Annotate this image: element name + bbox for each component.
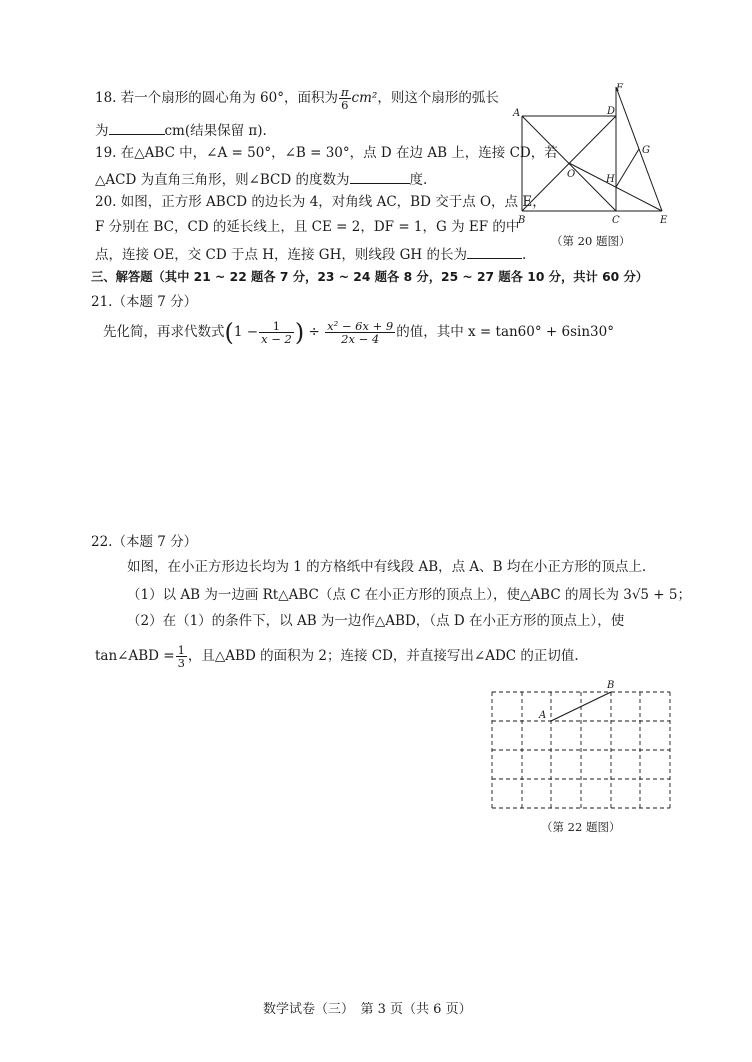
q18-line1: 18. 若一个扇形的圆心角为 60°，面积为 $\frac{\pi}{6}$ cm²，则这个扇形的弧长 [95,85,499,113]
q20-figure-caption: （第 20 题图） [551,234,631,248]
q20-label-f: F [616,83,623,94]
q19-answer-blank[interactable] [350,171,410,184]
q20-label-a: A [513,108,521,119]
q22-label-a: A [539,710,547,721]
q22-line2: （1）以 AB 为一边画 Rt△ABC（点 C 在小正方形的顶点上），使△ABC 的周长为 3√5 + 5； [127,587,691,603]
page-footer: 数学试卷（三） 第 3 页（共 6 页） [263,1002,472,1017]
q22-figure-caption: （第 22 题图） [541,820,621,834]
q19-line1: 19. 在△ABC 中，∠A = 50°，∠B = 30°，点 D 在边 AB 上，连接 CD，若 [95,145,558,161]
q22-line1: 如图，在小正方形边长均为 1 的方格纸中有线段 AB，点 A、B 均在小正方形的顶点上. [127,559,647,575]
q22-grid-figure [482,676,682,816]
q22-line4: tan∠ABD = $\frac{1}{3}$ ，且△ABD 的面积为 2；连接 CD，并直接写出∠ADC 的正切值. [95,643,579,671]
q22-fraction: $\frac{1}{3}$ [177,643,185,671]
q22-line3: （2）在（1）的条件下，以 AB 为一边作△ABD，（点 D 在小正方形的顶点上），使 [127,613,625,629]
q20-label-b: B [518,215,526,226]
q20-line3: 点，连接 OE，交 CD 于点 H，连接 GH，则线段 GH 的长为 . [95,247,527,263]
q20-figure [512,80,672,230]
q19-line2: △ACD 为直角三角形，则∠BCD 的度数为 度. [95,172,428,188]
q20-label-h: H [606,174,615,185]
q18-line2: 为 cm(结果保留 π). [95,123,267,139]
q22-header: 22.（本题 7 分） [91,534,198,550]
q20-line2: F 分别在 BC，CD 的延长线上，且 CE = 2，DF = 1，G 为 EF 的中 [95,219,520,235]
q20-label-c: C [612,215,620,226]
q20-answer-blank[interactable] [467,246,522,259]
q20-segment-hg [616,149,639,187]
q21-header: 21.（本题 7 分） [91,294,198,310]
q21-fraction-2: $\frac{\text{x² − 6x + 9}}{2x - 4}$ [327,319,394,347]
q18-answer-blank[interactable] [109,122,165,135]
q20-label-d: D [607,106,616,117]
q21-expression: 先化简，再求代数式(1 − $\frac{1}{x - 2}$ ) ÷ $\frac{\text{x² − 6x + 9}}{2x - 4}$ 的值，其中 x = tan60° + 6sin30° [103,318,614,347]
q20-label-o: O [567,169,576,180]
q20-label-e: E [660,215,668,226]
q20-line1: 20. 如图，正方形 ABCD 的边长为 4，对角线 AC，BD 交于点 O，点 E， [95,194,546,210]
q21-fraction-1: $\frac{1}{x - 2}$ [261,319,292,347]
q22-label-b: B [607,680,615,691]
q20-label-g: G [642,145,650,156]
q18-fraction: $\frac{\pi}{6}$ [340,85,349,113]
section3-heading: 三、解答题（其中 21 ~ 22 题各 7 分，23 ~ 24 题各 8 分，25 ~ 27 题各 10 分，共计 60 分） [91,270,649,284]
